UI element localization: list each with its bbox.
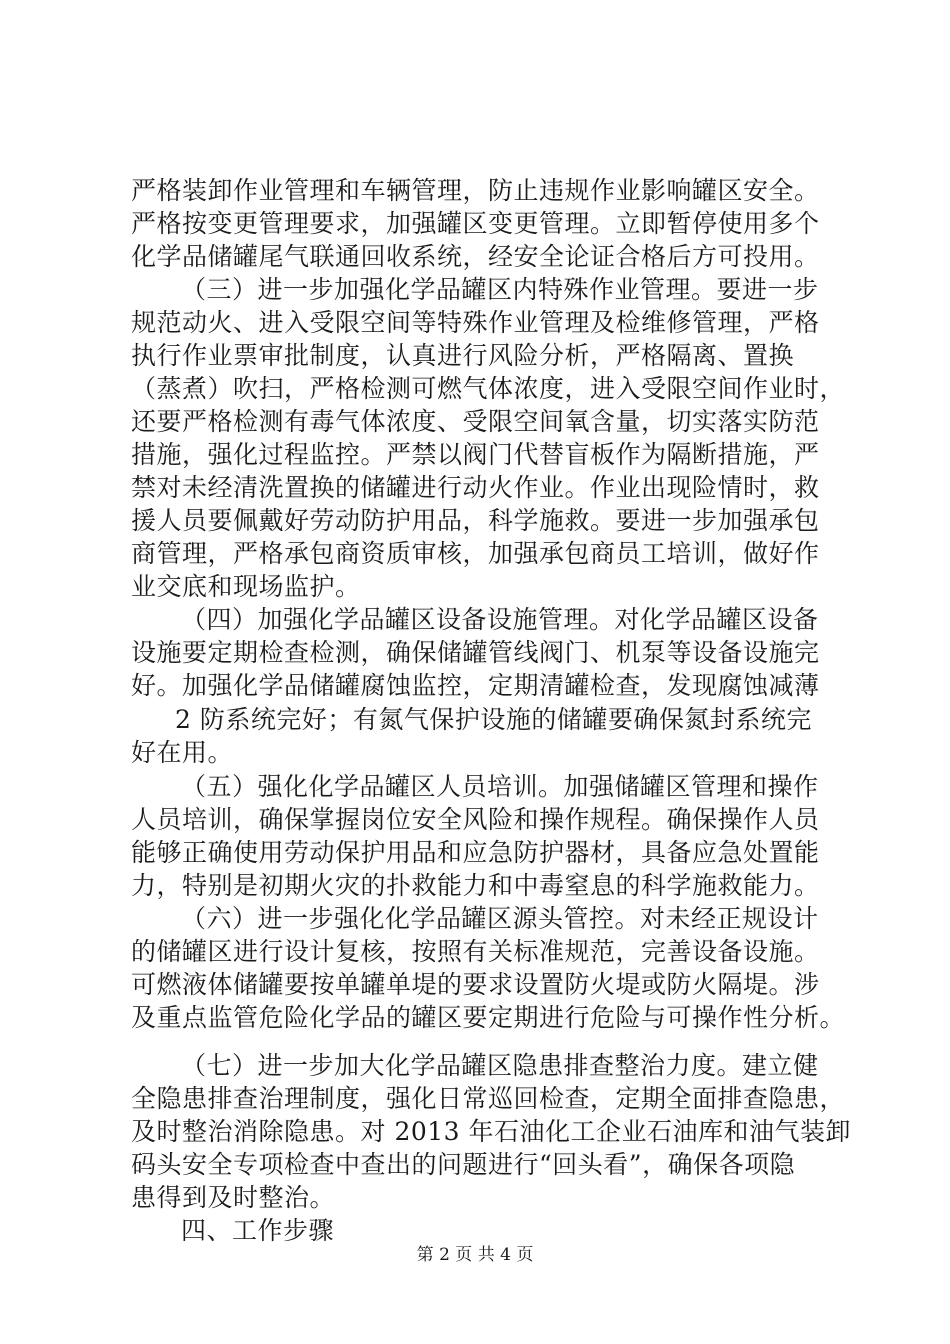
body-line: （蒸煮）吹扫，严格检测可燃气体浓度，进入受限空间作业时， (131, 374, 846, 403)
body-line: 商管理，严格承包商资质审核，加强承包商员工培训，做好作 (131, 539, 820, 568)
section-heading: 四、工作步骤 (181, 1216, 335, 1245)
body-line: 力，特别是初期火灾的扑救能力和中毒窒息的科学施救能力。 (131, 871, 820, 900)
body-line: 好。加强化学品储罐腐蚀监控，定期清罐检查，发现腐蚀减薄 (131, 671, 820, 700)
body-line: 可燃液体储罐要按单罐单堤的要求设置防火堤或防火隔堤。涉 (131, 970, 820, 999)
body-line: 全隐患排查治理制度，强化日常巡回检查，定期全面排查隐患， (131, 1084, 846, 1113)
page-number: 第 2 页 共 4 页 (416, 1245, 534, 1265)
body-line: 规范动火、进入受限空间等特殊作业管理及检维修管理，严格 (131, 308, 820, 337)
body-line: 能够正确使用劳动保护用品和应急防护器材，具备应急处置能 (131, 838, 820, 867)
body-line: 及重点监管危险化学品的罐区要定期进行危险与可操作性分析。 (131, 1003, 846, 1032)
body-line: 严格装卸作业管理和车辆管理，防止违规作业影响罐区安全。 (131, 176, 820, 205)
body-line: 执行作业票审批制度，认真进行风险分析，严格隔离、置换 (131, 341, 795, 370)
body-line: 好在用。 (131, 738, 234, 767)
body-line: （四）加强化学品罐区设备设施管理。对化学品罐区设备 (181, 605, 819, 634)
body-line: 援人员要佩戴好劳动防护用品，科学施救。要进一步加强承包 (131, 506, 820, 535)
body-line: 措施，强化过程监控。严禁以阀门代替盲板作为隔断措施，严 (131, 440, 820, 469)
body-line: 2 防系统完好；有氮气保护设施的储罐要确保氮封系统完 (175, 705, 812, 734)
body-line: 患得到及时整治。 (131, 1183, 336, 1212)
body-line: 人员培训，确保掌握岗位安全风险和操作规程。确保操作人员 (131, 805, 820, 834)
body-line: 严格按变更管理要求，加强罐区变更管理。立即暂停使用多个 (131, 209, 820, 238)
body-line: 禁对未经清洗置换的储罐进行动火作业。作业出现险情时，救 (131, 473, 820, 502)
body-line: 化学品储罐尾气联通回收系统，经安全论证合格后方可投用。 (131, 242, 820, 271)
body-line: 还要严格检测有毒气体浓度、受限空间氧含量，切实落实防范 (131, 407, 820, 436)
body-line: 码头安全专项检查中查出的问题进行“回头看”，确保各项隐 (131, 1150, 796, 1179)
body-line: （六）进一步强化化学品罐区源头管控。对未经正规设计 (181, 904, 819, 933)
body-line: 的储罐区进行设计复核，按照有关标准规范，完善设备设施。 (131, 937, 820, 966)
body-line: （五）强化化学品罐区人员培训。加强储罐区管理和操作 (181, 772, 819, 801)
body-line: 及时整治消除隐患。对 2013 年石油化工企业石油库和油气装卸 (131, 1117, 852, 1146)
body-line: （七）进一步加大化学品罐区隐患排查整治力度。建立健 (181, 1051, 819, 1080)
body-line: 设施要定期检查检测，确保储罐管线阀门、机泵等设备设施完 (131, 638, 820, 667)
body-line: （三）进一步加强化学品罐区内特殊作业管理。要进一步 (181, 275, 819, 304)
body-line: 业交底和现场监护。 (131, 572, 361, 601)
